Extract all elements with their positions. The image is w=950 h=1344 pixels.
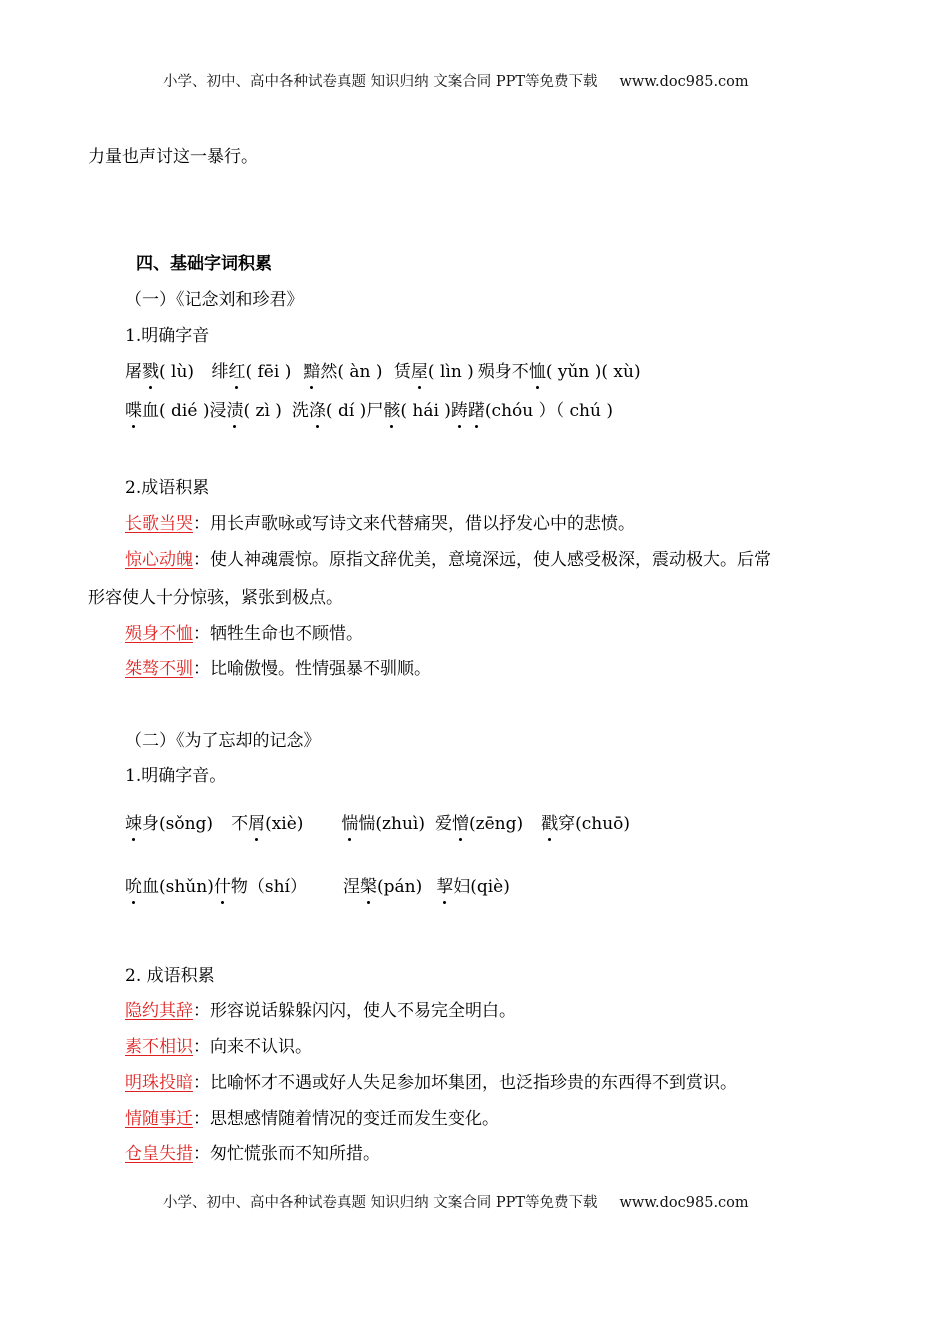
header-text: 小学、初中、高中各种试卷真题 知识归纳 文案合同 PPT等免费下载 [163,74,598,90]
idiom-entry [125,548,771,572]
pron-item: 涅槃(pán) [342,877,423,897]
pron-item: 屠戮( lù) [125,362,195,382]
part1-pron-heading: 1.明确字音 [125,326,210,346]
header-url: www.doc985.com [619,74,749,90]
pron-item: 喋血( dié ) [125,401,210,421]
part1-idiom-heading: 2.成语积累 [125,478,210,498]
idiom-def: ：比喻傲慢。性情强暴不驯顺。 [193,659,431,679]
idiom-entry [125,1035,312,1059]
pron-item: 挈妇(qiè) [436,877,510,897]
pron-item: 绯红( fēi ) [211,362,292,382]
part2-title: （二）《为了忘却的记念》 [125,731,321,751]
pron-item: 殒身不恤( yǔn )( xù) [477,362,641,382]
pron-item: 惴惴(zhuì) [341,814,425,834]
pron-item: 戳穿(chuō) [541,814,631,834]
idiom-entry [125,1142,380,1166]
pron-item: 不屑(xiè) [231,814,304,834]
footer-url: www.doc985.com [619,1195,749,1211]
idiom-term: 仓皇失措 [125,1144,193,1164]
pron-item: 尸骸( hái ) [366,401,451,421]
pron-item: 踌躇(chóu ）（ chú ) [450,401,613,421]
pron-item: 爱憎(zēng) [434,814,524,834]
pron-item: 黯然( àn ) [303,362,383,382]
pron-item: 吮血(shǔn) [125,877,214,897]
idiom-entry [125,999,516,1023]
idiom-def: ：向来不认识。 [193,1037,312,1057]
part1-pron-row2 [125,399,613,423]
pron-item: 赁屋( lìn ) [393,362,474,382]
idiom-def: ：匆忙慌张而不知所措。 [193,1144,380,1164]
idiom-entry [125,1107,499,1131]
pron-item: 竦身(sǒng) [125,814,214,834]
page-footer [163,1191,749,1212]
part1-pron-row1 [125,360,641,384]
idiom-def: ：使人神魂震惊。原指文辞优美，意境深远，使人感受极深，震动极大。后常 [193,550,771,570]
section-title: 四、基础字词积累 [136,254,272,274]
part2-idiom-heading: 2. 成语积累 [125,966,215,986]
idiom-def: ：比喻怀才不遇或好人失足参加坏集团，也泛指珍贵的东西得不到赏识。 [193,1073,737,1093]
part1-title: （一）《记念刘和珍君》 [125,290,304,310]
intro-tail: 力量也声讨这一暴行。 [88,147,258,167]
idiom-def: ：用长声歌咏或写诗文来代替痛哭，借以抒发心中的悲愤。 [193,514,635,534]
idiom-term: 惊心动魄 [125,550,193,570]
part2-pron-row2 [125,875,510,899]
pron-item: 洗涤( dí ) [291,401,367,421]
idiom-term: 隐约其辞 [125,1001,193,1021]
idiom-entry [125,657,431,681]
idiom-def: ：思想感情随着情况的变迁而发生变化。 [193,1109,499,1129]
part2-pron-heading: 1.明确字音。 [125,766,227,786]
idiom-entry [125,1071,737,1095]
pron-item: 什物（shí） [213,877,307,897]
part2-pron-row1 [125,812,630,836]
idiom-entry [125,512,635,536]
idiom-term: 素不相识 [125,1037,193,1057]
idiom-term: 殒身不恤 [125,624,193,644]
idiom-entry [125,622,363,646]
pron-item: 浸渍( zì ) [209,401,282,421]
idiom-def-continued: 形容使人十分惊骇，紧张到极点。 [88,588,343,608]
idiom-def: ：形容说话躲躲闪闪，使人不易完全明白。 [193,1001,516,1021]
page-header [163,70,749,91]
idiom-term: 长歌当哭 [125,514,193,534]
idiom-term: 明珠投暗 [125,1073,193,1093]
footer-text: 小学、初中、高中各种试卷真题 知识归纳 文案合同 PPT等免费下载 [163,1195,598,1211]
idiom-term: 桀骜不驯 [125,659,193,679]
idiom-def: ：牺牲生命也不顾惜。 [193,624,363,644]
idiom-term: 情随事迁 [125,1109,193,1129]
